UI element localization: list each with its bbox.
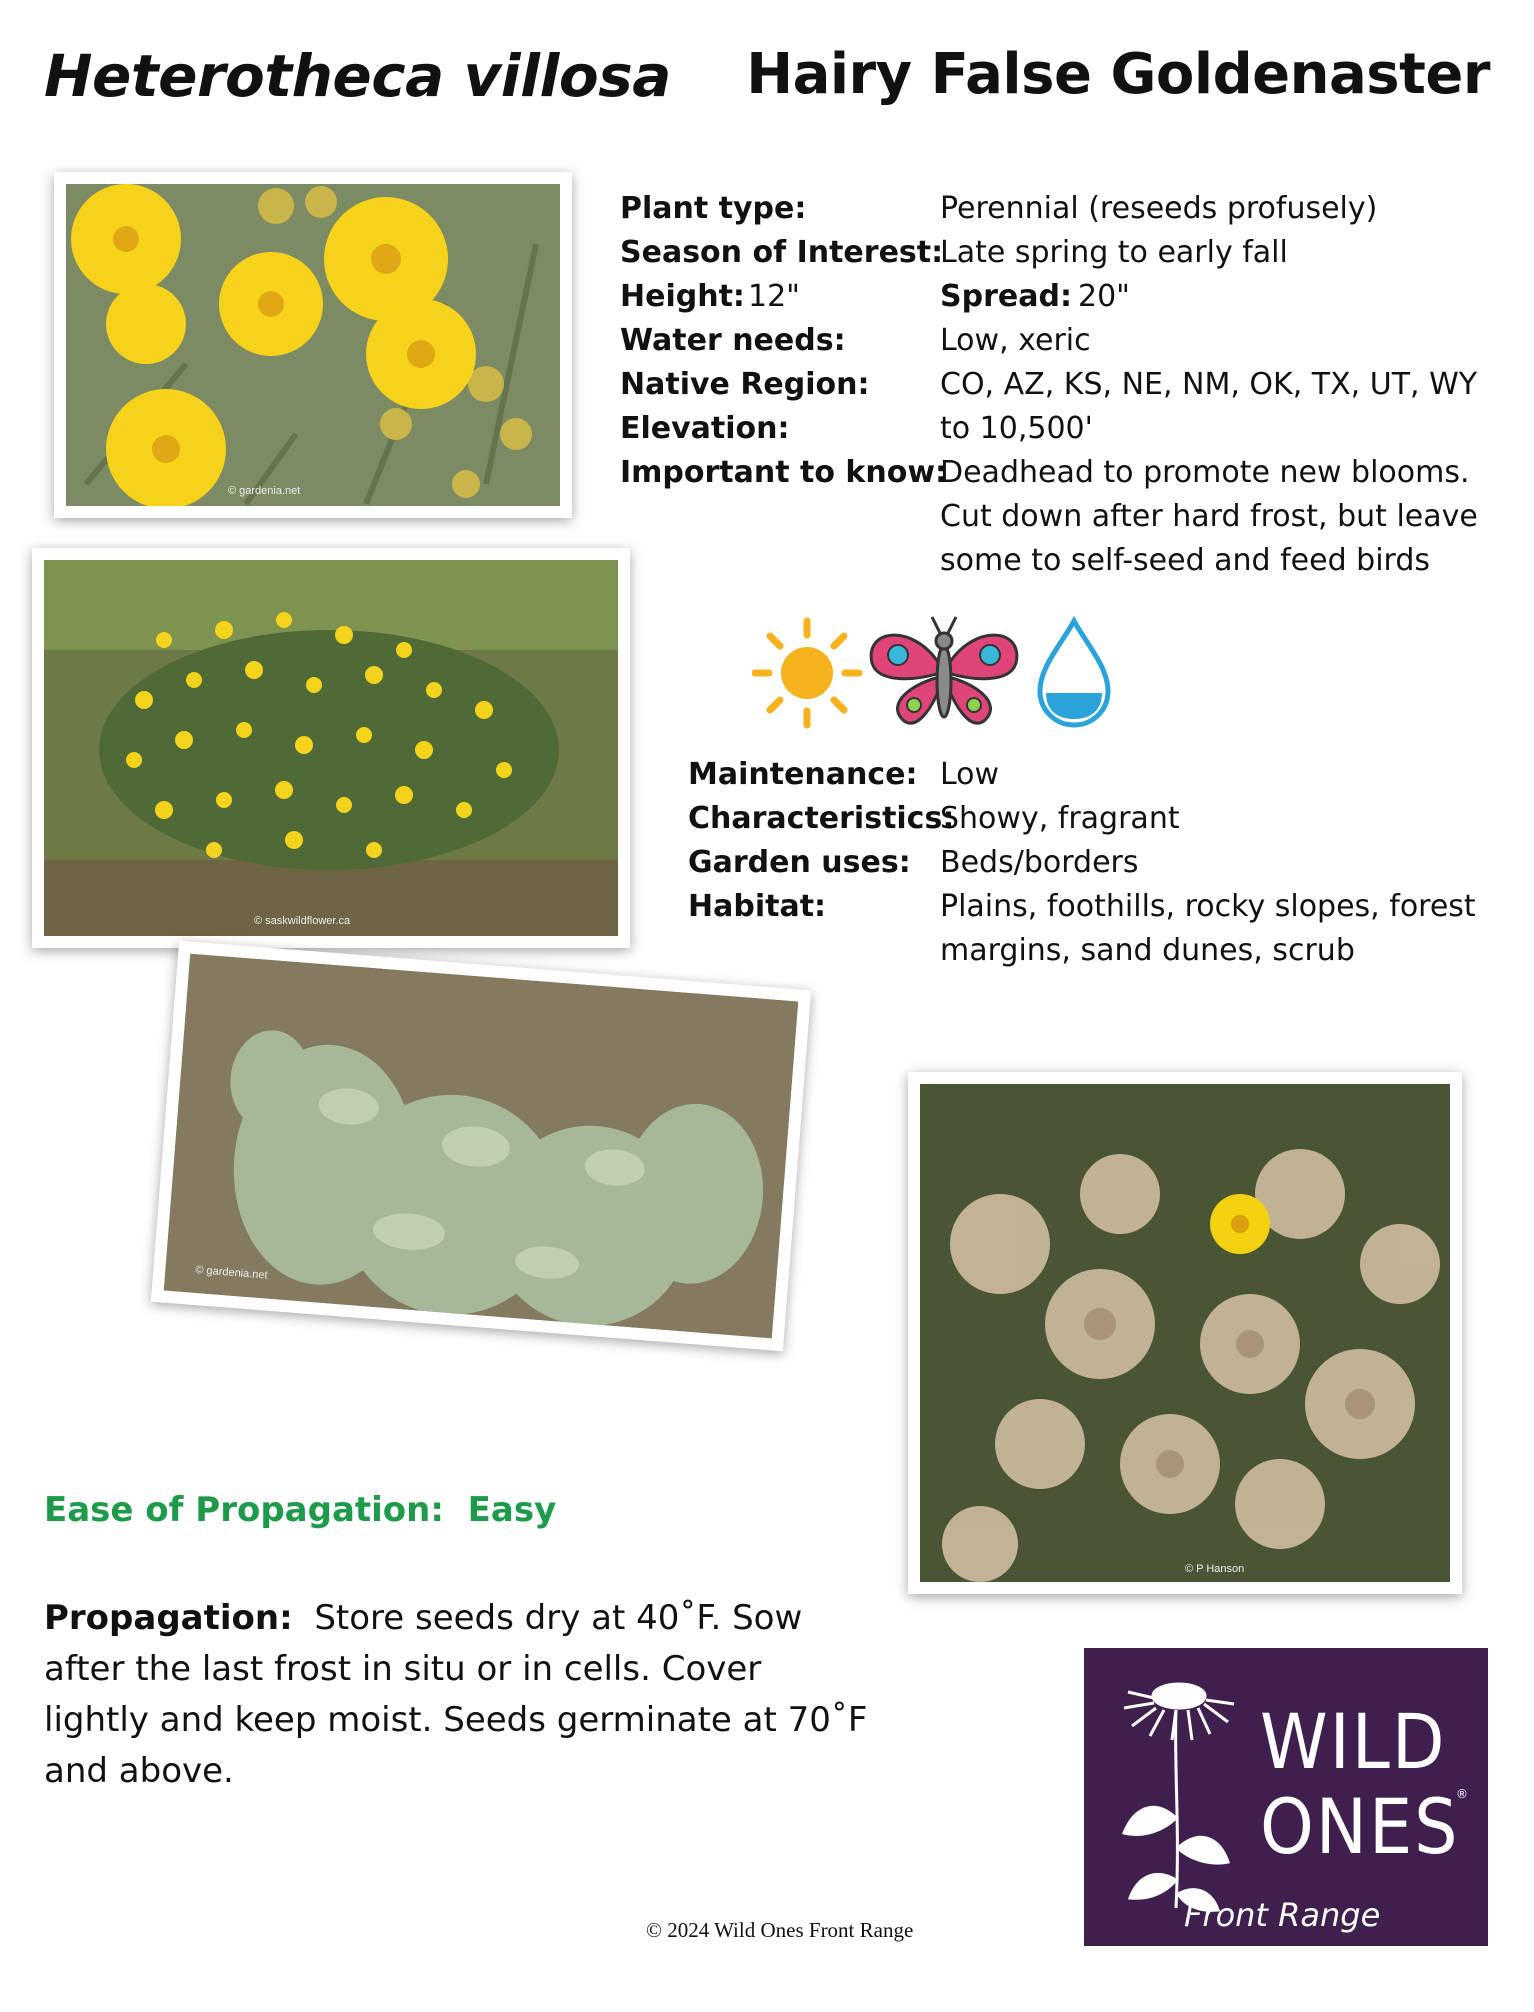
fact-value: Beds/borders (940, 845, 1139, 880)
fact-label: Native Region: (620, 367, 870, 402)
fact-row (688, 885, 1488, 929)
fact-label: Characteristics: (688, 801, 955, 836)
fact-value: Plains, foothills, rocky slopes, forest (940, 889, 1476, 924)
fact-row (620, 495, 1500, 539)
coneflower-icon (1124, 1684, 1234, 1910)
scientific-name: Heterotheca villosa (44, 42, 671, 110)
fact-label: Season of Interest: (620, 235, 944, 270)
fact-value: to 10,500' (940, 411, 1093, 446)
fact-label: Elevation: (620, 411, 790, 446)
fact-value: margins, sand dunes, scrub (940, 933, 1355, 968)
fact-row (620, 363, 1500, 407)
ease-of-propagation (44, 1490, 556, 1530)
fact-label: Plant type: (620, 191, 807, 226)
photo-credit: © P Hanson (1185, 1563, 1245, 1575)
fact-label: Water needs: (620, 323, 846, 358)
sun-icon (755, 621, 859, 725)
propagation-paragraph (44, 1593, 874, 1797)
photo-credit: © saskwildflower.ca (254, 915, 351, 927)
propagation-label: Propagation: (44, 1598, 293, 1638)
fact-row (620, 407, 1500, 451)
logo-line2: ONES (1260, 1782, 1460, 1871)
logo-subtitle: Front Range (1184, 1896, 1381, 1934)
fact-label: Height: (620, 279, 745, 314)
fact-value: some to self-seed and feed birds (940, 543, 1431, 578)
logo-line1: WILD (1260, 1697, 1447, 1786)
fact-row (688, 797, 1488, 841)
fact-value: 20" (1078, 279, 1130, 314)
fact-row (620, 231, 1500, 275)
fact-label: Spread: (940, 279, 1072, 314)
common-name: Hairy False Goldenaster (746, 42, 1490, 107)
photo-seed-heads (908, 1072, 1462, 1594)
fact-label: Important to know: (620, 455, 948, 490)
copyright-footer: © 2024 Wild Ones Front Range (646, 1918, 914, 1942)
photo-flowers-closeup (54, 172, 572, 518)
photo-credit: © gardenia.net (228, 485, 301, 497)
butterfly-icon (871, 617, 1017, 723)
fact-value: Low, xeric (940, 323, 1091, 358)
fact-value: 12" (748, 279, 800, 314)
photo-foliage (151, 941, 811, 1352)
fact-label: Garden uses: (688, 845, 911, 880)
wild-ones-logo (1084, 1648, 1488, 1946)
ease-value: Easy (467, 1490, 557, 1530)
fact-row (688, 929, 1488, 973)
fact-value: Low (940, 757, 1000, 792)
fact-value: Deadhead to promote new blooms. (940, 455, 1470, 490)
fact-value: Cut down after hard frost, but leave (940, 499, 1478, 534)
icon-row (752, 615, 1122, 735)
water-drop-icon (1040, 621, 1108, 725)
fact-value: Showy, fragrant (940, 801, 1180, 836)
photo-plant-in-grass (32, 548, 630, 948)
fact-row (620, 539, 1500, 583)
fact-row (688, 841, 1488, 885)
fact-value: Perennial (reseeds profusely) (940, 191, 1378, 226)
photo-credit: © gardenia.net (194, 1263, 268, 1282)
logo-registered: ® (1456, 1787, 1468, 1801)
fact-value: CO, AZ, KS, NE, NM, OK, TX, UT, WY (940, 367, 1478, 402)
fact-row (688, 753, 1488, 797)
fact-row (620, 275, 1500, 319)
propagation-text: Store seeds dry at 40˚F. Sow after the last frost in situ or in cells. Cover lightly and keep moist. Seeds germinate at 70˚F and above. (44, 1598, 868, 1791)
fact-row (620, 319, 1500, 363)
plant-facts-bottom (688, 753, 1488, 973)
fact-row (620, 187, 1500, 231)
fact-value: Late spring to early fall (940, 235, 1288, 270)
fact-label: Maintenance: (688, 757, 918, 792)
fact-row (620, 451, 1500, 495)
fact-label: Habitat: (688, 889, 827, 924)
ease-label: Ease of Propagation: (44, 1490, 444, 1530)
plant-facts-top (620, 187, 1500, 583)
